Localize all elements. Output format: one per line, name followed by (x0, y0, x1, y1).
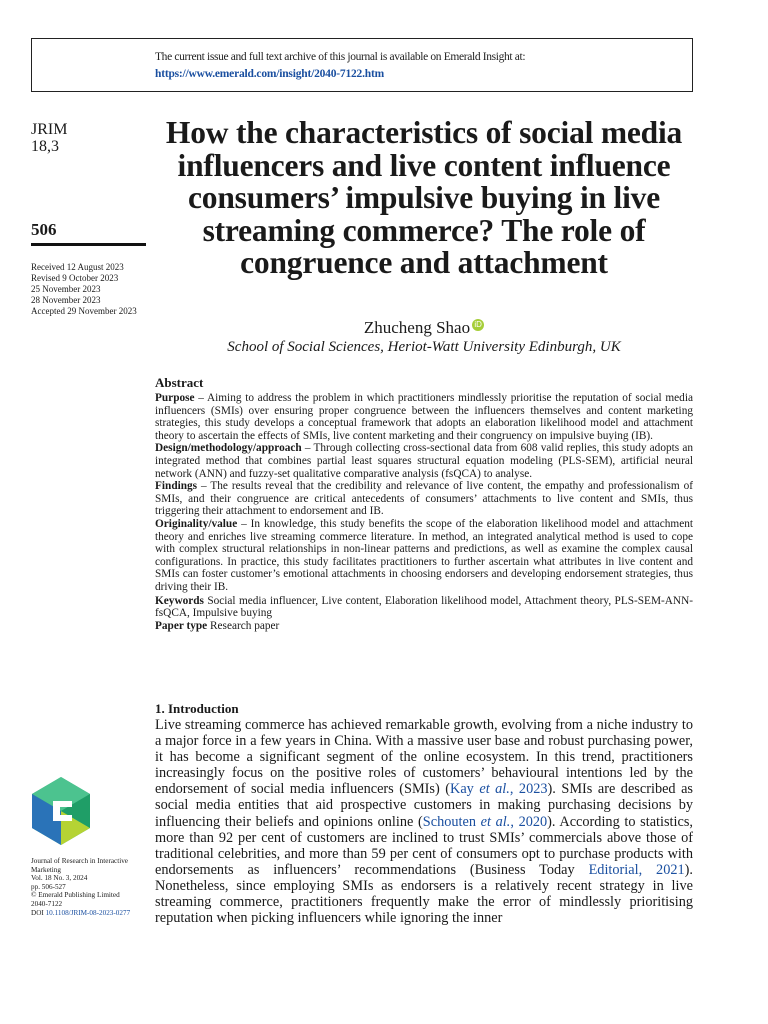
article-title: How the characteristics of social media influencers and live content influence consumers’ impulsive buying in live streaming commerce? The role of congruence and attachment (165, 115, 683, 280)
introduction-body (155, 717, 693, 926)
intro-text-4: ). Nonetheless, since employing SMIs as endorsers is a relatively recent strategy in live streaming commerce, practitioners frequently make the error of mindlessly prioritising reputation when picking influencers while ignoring the inner (155, 861, 693, 927)
findings-text: – The results reveal that the credibility and relevance of live content, the empathy and professionalism of SMIs, and their congruence are critical antecedents of consumers’ attachments to live content and SMIs, thus triggering their attachment to endorsement and IB. (155, 480, 693, 518)
keywords-label: Keywords (155, 594, 204, 607)
citation-link-kay[interactable] (450, 781, 548, 797)
abstract-heading: Abstract (155, 375, 204, 390)
keywords-text: Social media influencer, Live content, Elaboration likelihood model, Attachment theory, PLS-SEM-ANN-fsQCA, Impulsive buying (155, 594, 693, 620)
findings-label: Findings (155, 480, 198, 493)
originality-label: Originality/value (155, 517, 238, 530)
originality-text: – In knowledge, this study benefits the scope of the elaboration likelihood model and attachment theory and enriches live streaming commerce literature. In method, an integrated analytical method is used to cope with complex structural relationships in non-linear patterns and predictions, as well as examine the complex causal configurations. In practice, this study facilitates practitioners to further ascertain what attributes in live content and SMIs can foster customer’s emotional attachments in choosing endorsers and developing endorsement strategies, thus driving their IB. (155, 517, 693, 593)
abstract-design (155, 442, 693, 480)
author-name: Zhucheng Shao (363, 318, 471, 337)
orcid-icon[interactable]: iD (472, 319, 484, 331)
purpose-text: – Aiming to address the problem in which practitioners mindlessly prioritise the reputation of social media influencers (SMIs) over ensuring proper congruence between the influencers themselves and content marketing strategies, this study develops a conceptual framework that adopts an elaboration likelihood model and attachment theory to ascertain the effects of SMIs, live content marketing and their congruency on impulsive buying (IB). (155, 392, 693, 442)
journal-abbr: JRIM (31, 121, 68, 138)
paper-type (155, 620, 693, 633)
access-notice-text: The current issue and full text archive of this journal is available on Emerald Insight at: (155, 51, 526, 63)
cite-kay-year: , 2023 (509, 781, 548, 798)
design-text: – Through collecting cross-sectional data from 608 valid replies, this study adopts an integrated method that combines partial least squares structural equation modeling (PLS-SEM), artificial neural network (ANN) and fuzzy-set qualitative comparative analysis (fsQCA) to analyse. (155, 442, 693, 480)
cite-schouten-author: Schouten (422, 813, 481, 830)
date-revised-3: 28 November 2023 (31, 295, 101, 305)
purpose-label: Purpose (155, 392, 195, 404)
page-number: 506 (31, 220, 57, 239)
doi-prefix: DOI (31, 908, 46, 917)
history-dates (31, 262, 146, 317)
abstract-purpose (155, 392, 693, 442)
abstract-body (155, 392, 693, 632)
author-line (150, 318, 698, 338)
cite-kay-author: Kay (450, 781, 480, 798)
citation-block (31, 857, 146, 917)
access-notice-box (31, 38, 693, 92)
date-accepted: Accepted 29 November 2023 (31, 306, 137, 316)
citation-publisher: © Emerald Publishing Limited (31, 891, 120, 900)
divider (31, 243, 146, 246)
paper-type-text: Research paper (207, 619, 280, 632)
intro-text-1: Live streaming commerce has achieved remarkable growth, evolving from a niche industry to a major force in a few years in China. With a massive user base and robust purchasing power, it has become a significant segment of the online ecosystem. In this trend, practitioners increasingly focus on the positive roles of customers’ behavioural intentions led by the endorsement of social media influencers (SMIs) ( (155, 717, 693, 798)
citation-link-schouten[interactable] (423, 814, 547, 830)
introduction-heading: 1. Introduction (155, 701, 239, 716)
volume-issue: 18,3 (31, 138, 59, 155)
abstract-originality (155, 518, 693, 594)
citation-issn: 2040-7122 (31, 899, 63, 908)
cite-kay-etal: et al. (479, 781, 510, 798)
cite-schouten-etal: et al. (480, 813, 511, 830)
citation-link-editorial[interactable]: Editorial, 2021 (588, 861, 685, 878)
emerald-logo-icon (31, 777, 91, 845)
introduction-paragraph (155, 717, 693, 926)
citation-doi-line (31, 909, 146, 918)
keywords (155, 595, 693, 620)
cite-schouten-year: , 2020 (510, 813, 548, 830)
intro-text-2: ). SMIs are described as social media entities that aid prospective customers in making purchasing decisions by influencing their beliefs and opinions online ( (155, 781, 693, 830)
journal-url-link[interactable]: https://www.emerald.com/insight/2040-7122.htm (155, 68, 384, 80)
citation-volume: Vol. 18 No. 3, 2024 (31, 874, 88, 883)
journal-volume (31, 121, 146, 155)
date-revised-2: 25 November 2023 (31, 284, 101, 294)
citation-pages: pp. 506-527 (31, 882, 66, 891)
paper-type-label: Paper type (155, 619, 208, 632)
intro-text-3: ). According to statistics, more than 92 per cent of customers are inclined to trust SMIs’ commercials above those of traditional celebrities, and more than 59 per cent of consumers opt to purchase products with endorsements as influencers’ recommendations (Business Today (155, 813, 693, 878)
abstract-findings (155, 480, 693, 518)
design-label: Design/methodology/approach (155, 442, 302, 455)
citation-journal: Journal of Research in Interactive Marketing (31, 857, 128, 874)
date-revised: Revised 9 October 2023 (31, 273, 119, 283)
doi-link[interactable]: 10.1108/JRIM-08-2023-0277 (45, 908, 131, 917)
date-received: Received 12 August 2023 (31, 262, 124, 272)
affiliation: School of Social Sciences, Heriot-Watt University Edinburgh, UK (227, 339, 621, 355)
